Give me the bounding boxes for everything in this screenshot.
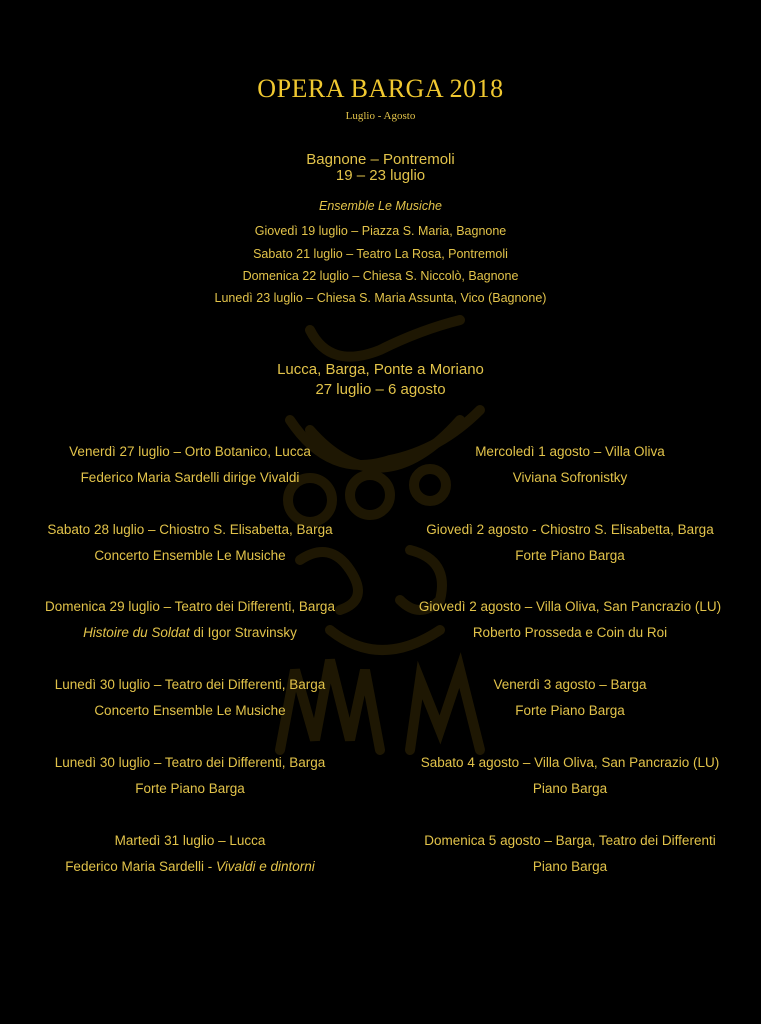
section1-event: Domenica 22 luglio – Chiesa S. Niccolò, Bagnone xyxy=(242,269,519,283)
section1-dates: 19 – 23 luglio xyxy=(335,167,426,184)
event-desc: Forte Piano Barga xyxy=(515,548,625,563)
event-item xyxy=(0,597,380,649)
event-desc xyxy=(0,623,380,649)
event-desc: Federico Maria Sardelli dirige Vivaldi xyxy=(80,470,300,485)
event-desc: Viviana Sofronistky xyxy=(512,470,628,485)
work-title: Vivaldi e dintorni xyxy=(216,859,315,874)
event-item xyxy=(0,753,380,805)
event-item xyxy=(380,753,760,805)
event-date: Sabato 4 agosto – Villa Oliva, San Pancrazio (LU) xyxy=(420,755,720,770)
event-date: Domenica 29 luglio – Teatro dei Differenti, Barga xyxy=(45,599,335,614)
event-date: Sabato 28 luglio – Chiostro S. Elisabetta, Barga xyxy=(47,522,333,537)
section2-place: Lucca, Barga, Ponte a Moriano xyxy=(277,361,484,378)
section1-event: Giovedì 19 luglio – Piazza S. Maria, Bagnone xyxy=(254,224,507,238)
event-desc: Piano Barga xyxy=(532,859,608,874)
event-date: Mercoledì 1 agosto – Villa Oliva xyxy=(475,444,665,459)
event-desc-plain: Federico Maria Sardelli - xyxy=(65,859,216,874)
event-date: Giovedì 2 agosto – Villa Oliva, San Pancrazio (LU) xyxy=(418,599,722,614)
event-item xyxy=(0,520,380,572)
section1-event: Sabato 21 luglio – Teatro La Rosa, Pontremoli xyxy=(253,247,508,261)
event-date: Lunedì 30 luglio – Teatro dei Differenti, Barga xyxy=(54,755,326,770)
event-desc xyxy=(0,857,380,883)
event-item xyxy=(380,442,760,494)
event-item xyxy=(380,675,760,727)
event-desc: Forte Piano Barga xyxy=(515,703,625,718)
section1-event: Lunedì 23 luglio – Chiesa S. Maria Assunta, Vico (Bagnone) xyxy=(214,291,547,305)
event-date: Martedì 31 luglio – Lucca xyxy=(114,833,266,848)
event-desc: Piano Barga xyxy=(532,781,608,796)
event-item xyxy=(0,675,380,727)
event-date: Venerdì 27 luglio – Orto Botanico, Lucca xyxy=(69,444,311,459)
section1-ensemble: Ensemble Le Musiche xyxy=(319,199,442,213)
section2-dates: 27 luglio – 6 agosto xyxy=(315,381,446,398)
event-item xyxy=(380,520,760,572)
event-desc: Concerto Ensemble Le Musiche xyxy=(94,548,286,563)
section1-place: Bagnone – Pontremoli xyxy=(306,151,455,168)
event-desc: Roberto Prosseda e Coin du Roi xyxy=(472,625,668,640)
page-subtitle: Luglio - Agosto xyxy=(345,110,416,122)
event-date: Lunedì 30 luglio – Teatro dei Differenti, Barga xyxy=(54,677,326,692)
event-date: Domenica 5 agosto – Barga, Teatro dei Differenti xyxy=(424,833,716,848)
work-title: Histoire du Soldat xyxy=(83,625,190,640)
event-date: Giovedì 2 agosto - Chiostro S. Elisabetta, Barga xyxy=(426,522,714,537)
event-item xyxy=(0,831,380,883)
event-desc: Forte Piano Barga xyxy=(135,781,245,796)
event-desc: Concerto Ensemble Le Musiche xyxy=(94,703,286,718)
page-title: OPERA BARGA 2018 xyxy=(257,74,504,103)
event-item xyxy=(0,442,380,494)
event-date: Venerdì 3 agosto – Barga xyxy=(493,677,647,692)
event-item xyxy=(380,831,760,883)
event-desc-rest: di Igor Stravinsky xyxy=(189,625,297,640)
event-item xyxy=(380,597,760,649)
